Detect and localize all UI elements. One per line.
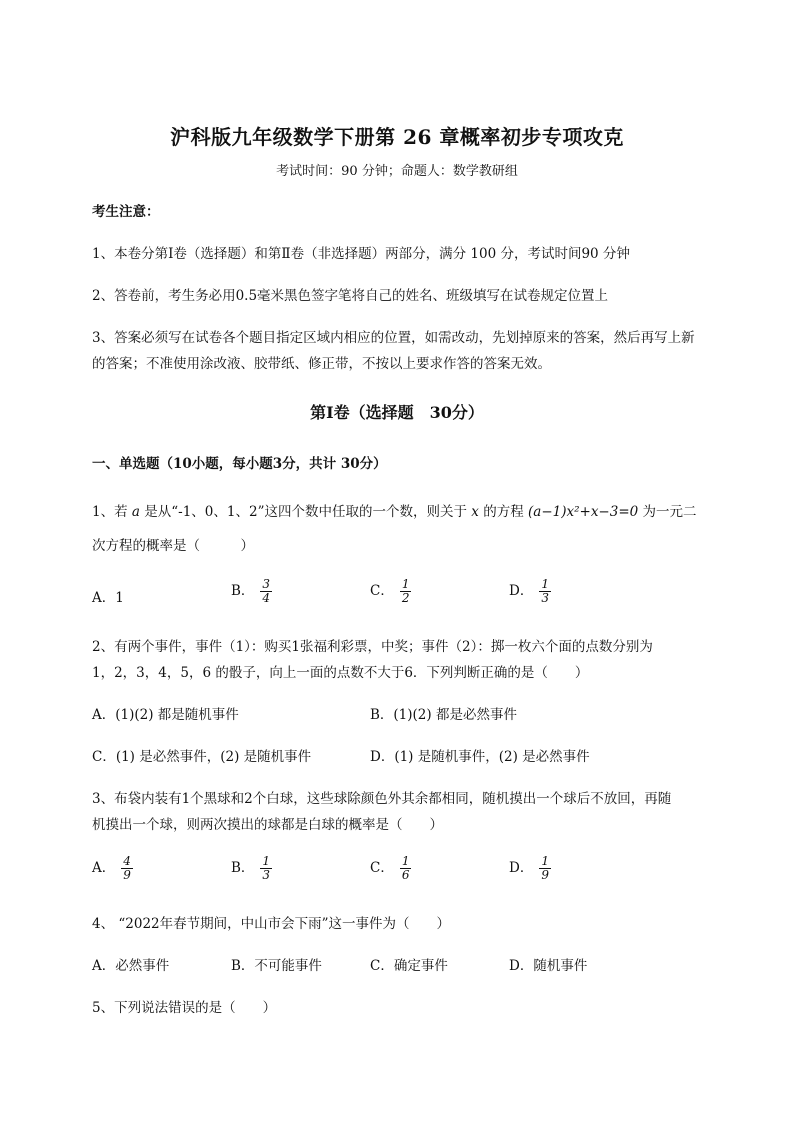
q1-text-d: 为一元二: [642, 504, 697, 520]
q3-option-d-fraction: [539, 855, 551, 882]
fraction-numerator: 1: [401, 577, 410, 591]
q1-option-c-label: C．: [370, 583, 394, 599]
question-1-line-2: 次方程的概率是（ ）: [92, 538, 254, 554]
fraction-numerator: 1: [262, 854, 271, 868]
q1-option-b-fraction: [260, 578, 272, 605]
q1-option-d: [509, 578, 551, 605]
q3-option-b-label: B．: [231, 860, 255, 876]
q2-option-d: D．(1) 是随机事件，(2) 是必然事件: [370, 749, 590, 765]
notice-item-3: 3、答案必须写在试卷各个题目指定区域内相应的位置，如需改动，先划掉原来的答案，然后再写上新: [92, 330, 695, 346]
fraction-denominator: 9: [123, 868, 131, 882]
fraction-numerator: 4: [123, 854, 131, 868]
q2-option-c: C．(1) 是必然事件，(2) 是随机事件: [92, 749, 312, 765]
document-title: 沪科版九年级数学下册第 26 章概率初步专项攻克: [170, 125, 624, 149]
q1-option-d-label: D．: [509, 583, 534, 599]
fraction-numerator: 1: [541, 577, 549, 591]
q3-option-d-label: D．: [509, 860, 534, 876]
q3-option-d: [509, 855, 551, 882]
notice-item-3-cont: 的答案；不准使用涂改液、胶带纸、修正带，不按以上要求作答的答案无效。: [92, 356, 551, 372]
q1-option-d-fraction: [539, 578, 551, 605]
q2-option-b: B．(1)(2) 都是必然事件: [370, 707, 517, 723]
q1-option-c: [370, 578, 411, 605]
question-2-line-1: 2、有两个事件，事件（1）：购买1张福利彩票，中奖；事件（2）：掷一枚六个面的点数分别为: [92, 639, 653, 655]
q3-option-c-label: C．: [370, 860, 394, 876]
q1-option-c-fraction: [400, 578, 412, 605]
fraction-denominator: 3: [262, 868, 271, 882]
q1-option-a: A．1: [92, 590, 124, 606]
q3-option-a: [92, 855, 133, 882]
q3-option-a-fraction: [121, 855, 133, 882]
fraction-denominator: 2: [401, 591, 410, 605]
q4-option-b: B．不可能事件: [231, 958, 322, 974]
part-heading: 一、单选题（10小题，每小题3分，共计 30分）: [92, 456, 387, 472]
fraction-denominator: 9: [541, 868, 549, 882]
q1-text-b: 是从“-1、0、1、2”这四个数中任取的一个数，则关于: [144, 504, 467, 520]
question-5-line-1: 5、下列说法错误的是（ ）: [92, 1000, 277, 1016]
fraction-numerator: 3: [262, 577, 271, 591]
fraction-denominator: 3: [541, 591, 549, 605]
q1-text-a: 1、若: [92, 504, 128, 520]
fraction-numerator: 1: [401, 854, 410, 868]
question-4-line-1: 4、 “2022年春节期间，中山市会下雨”这一事件为（ ）: [92, 916, 451, 932]
fraction-numerator: 1: [541, 854, 549, 868]
q3-option-b: [231, 855, 272, 882]
notice-item-2: 2、答卷前，考生务必用0.5毫米黑色签字笔将自己的姓名、班级填写在试卷规定位置上: [92, 288, 609, 304]
q3-option-a-label: A．: [92, 860, 116, 876]
fraction-denominator: 4: [262, 591, 271, 605]
question-3-line-1: 3、布袋内装有1个黑球和2个白球，这些球除颜色外其余都相同，随机摸出一个球后不放回，再随: [92, 791, 672, 807]
q1-var-a: a: [131, 504, 140, 520]
q4-option-d: D．随机事件: [509, 958, 588, 974]
section-title: 第Ⅰ卷（选择题 30分）: [310, 403, 484, 422]
q4-option-a: A．必然事件: [92, 958, 170, 974]
question-3-line-2: 机摸出一个球，则两次摸出的球都是白球的概率是（ ）: [92, 817, 443, 833]
q2-option-a: A．(1)(2) 都是随机事件: [92, 707, 239, 723]
q4-option-c: C．确定事件: [370, 958, 448, 974]
document-subtitle: 考试时间：90 分钟；命题人：数学教研组: [276, 164, 518, 179]
question-2-line-2: 1，2，3，4，5，6 的骰子，向上一面的点数不大于6．下列判断正确的是（ ）: [92, 665, 589, 681]
notice-item-1: 1、本卷分第Ⅰ卷（选择题）和第Ⅱ卷（非选择题）两部分，满分 100 分，考试时间90 分钟: [92, 246, 630, 262]
notice-heading: 考生注意：: [92, 204, 160, 220]
q1-text-c: 的方程: [483, 504, 524, 520]
q1-option-b-label: B．: [231, 583, 255, 599]
q3-option-b-fraction: [260, 855, 272, 882]
fraction-denominator: 6: [401, 868, 410, 882]
question-1-line-1: [92, 500, 697, 520]
q1-equation: (a−1)x²+x−3=0: [528, 504, 639, 520]
q1-option-b: [231, 578, 272, 605]
q3-option-c: [370, 855, 411, 882]
q1-var-x: x: [471, 504, 479, 520]
q3-option-c-fraction: [400, 855, 412, 882]
